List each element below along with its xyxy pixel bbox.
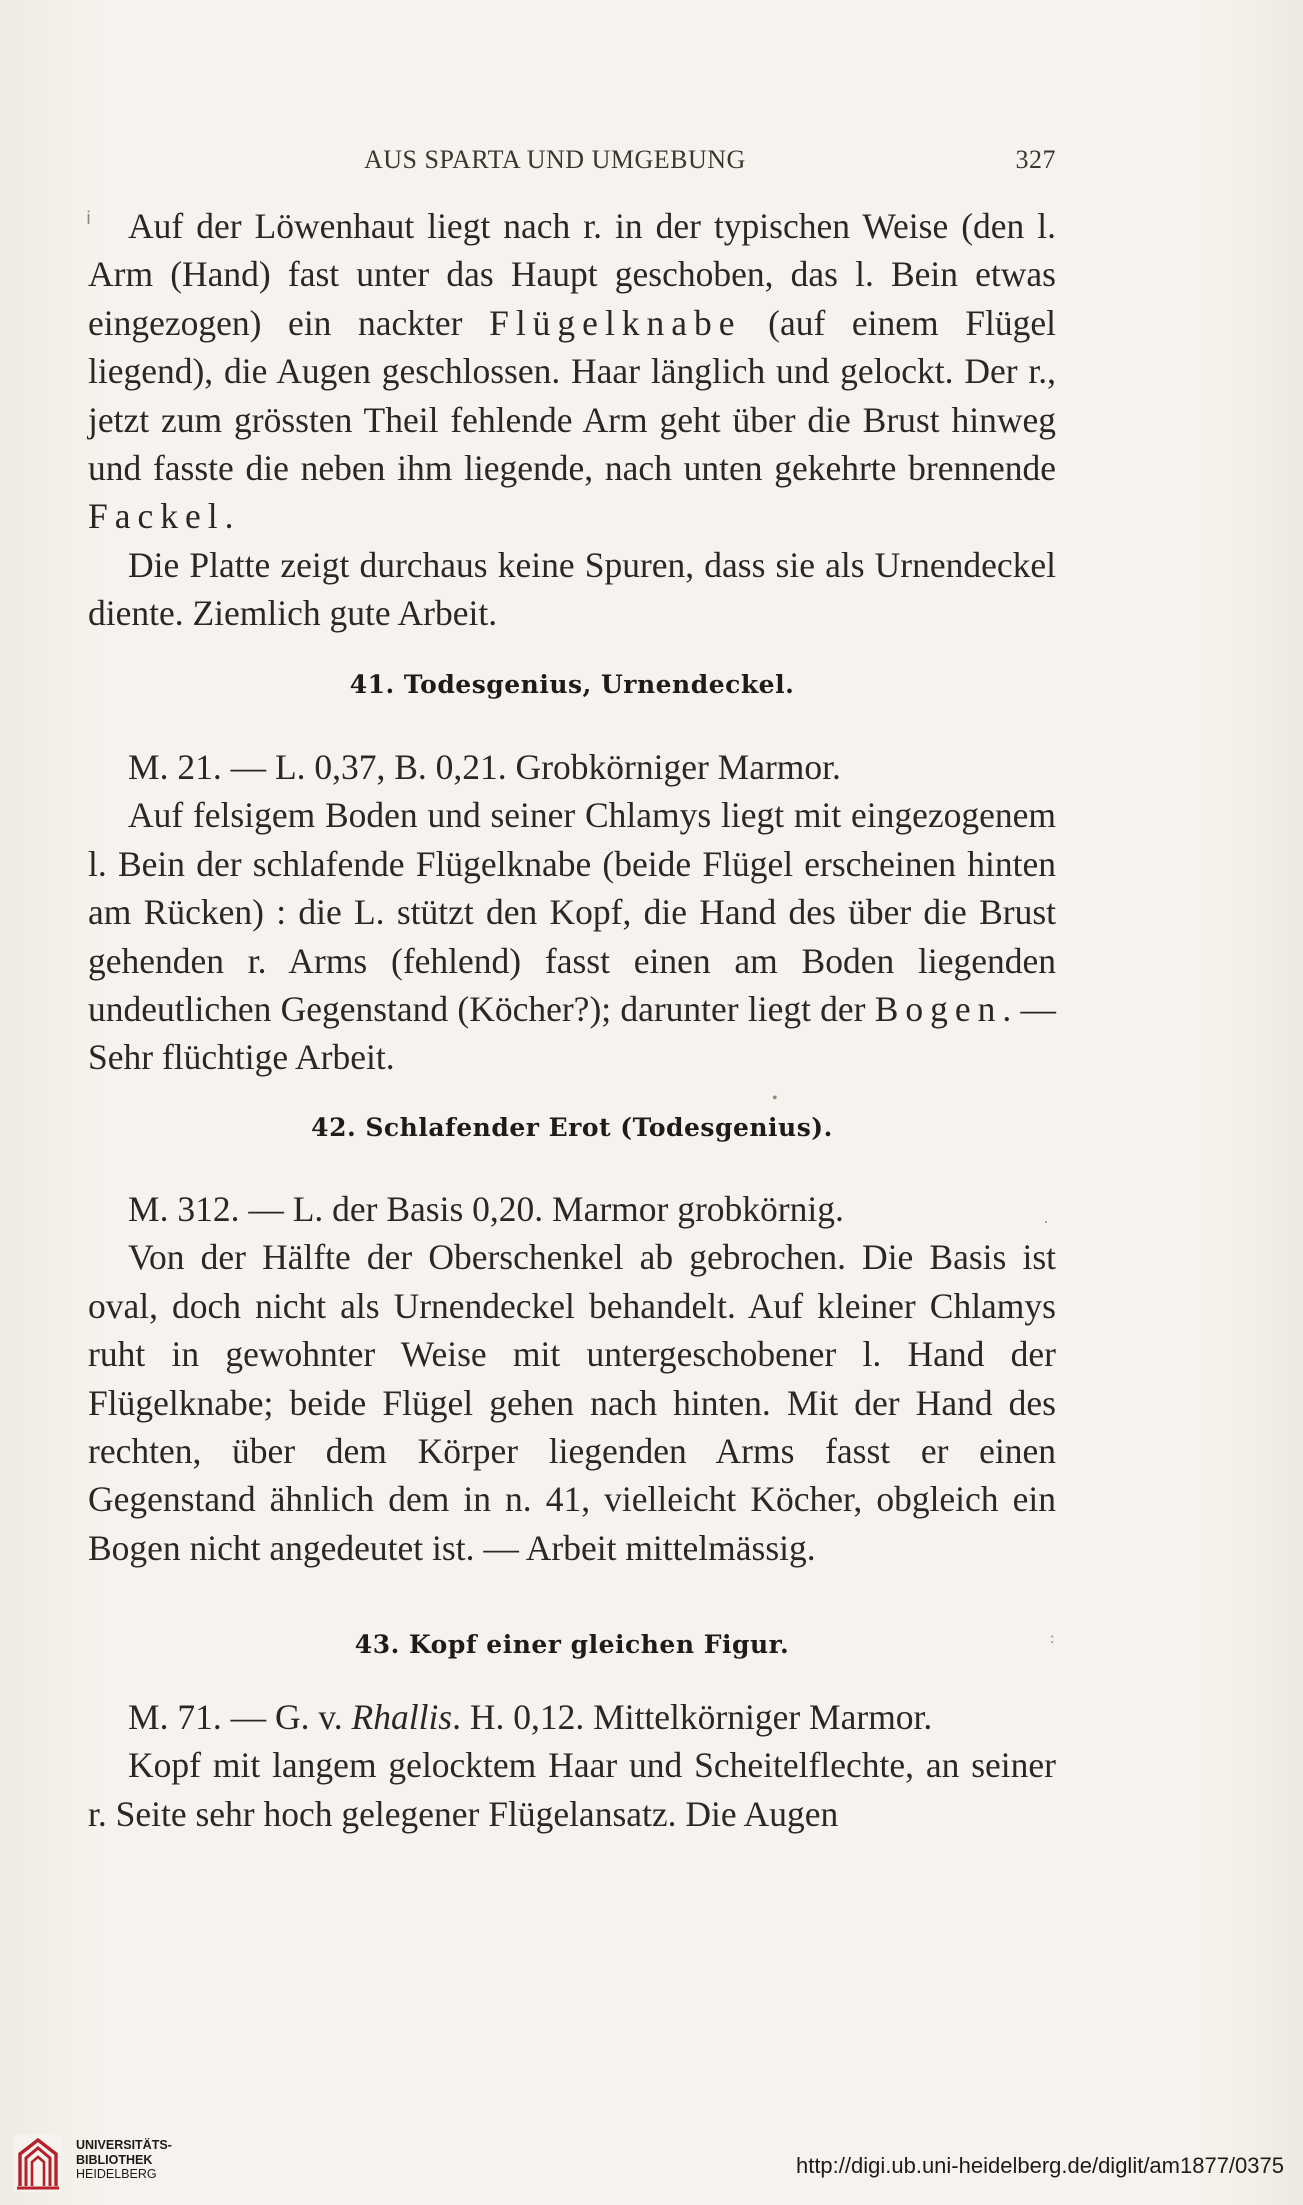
section-heading-42: 42. Schlafender Erot (Todesgenius). — [311, 1113, 833, 1142]
spaced-term: Bogen — [874, 989, 1003, 1030]
scan-speck: : — [1050, 1630, 1055, 1647]
section-heading-43: 43. Kopf einer gleichen Figur. — [354, 1630, 790, 1659]
section-41-body — [88, 743, 1056, 1082]
library-name: UNIVERSITÄTS- BIBLIOTHEK HEIDELBERG — [76, 2138, 172, 2181]
scan-speck: . — [1044, 1210, 1048, 1227]
permalink-url[interactable]: http://digi.ub.uni-heidelberg.de/diglit/am1877/0375 — [795, 2153, 1284, 2178]
running-header — [88, 145, 1056, 181]
library-logo[interactable] — [14, 2132, 172, 2202]
paragraph: Auf der Löwenhaut liegt nach r. in der typischen Weise (den l. Arm (Hand) fast unter das Haupt geschoben, das l. Bein etwas eingezogen) ein nackter Flügelknabe (auf einem Flügel liegend), die Augen geschlossen. Haar länglich und gelockt. Der r., jetzt zum grössten Theil fehlende Arm geht über die Brust hinweg und fasste die neben ihm liegende, nach unten gekehrte brennende Fackel. — [88, 206, 1056, 537]
section-heading-41: 41. Todesgenius, Urnendeckel. — [349, 670, 795, 699]
footer — [0, 2132, 1303, 2205]
section-meta: M. 312. — L. der Basis 0,20. Marmor grobkörnig. — [128, 1189, 844, 1229]
section-meta: M. 21. — L. 0,37, B. 0,21. Grobkörniger Marmor. — [128, 747, 841, 787]
paragraph: Auf felsigem Boden und seiner Chlamys liegt mit eingezogenem l. Bein der schlafende Flügelknabe (beide Flügel erscheinen hinten am Rücken) : die L. stützt den Kopf, die Hand des über die Brust gehenden r. Arms (fehlend) fasst einen am Boden liegenden undeutlichen Gegenstand (Köcher?); darunter liegt der Bogen. — Sehr flüchtige Arbeit. — [88, 795, 1057, 1078]
scan-speck: ⅰ — [86, 208, 92, 228]
spaced-term: Fackel — [88, 496, 225, 537]
running-title: AUS SPARTA UND UMGEBUNG — [364, 145, 746, 174]
section-43-body — [88, 1693, 1056, 1838]
scan-speck: • — [772, 1090, 778, 1107]
paragraph: Von der Hälfte der Oberschenkel ab gebrochen. Die Basis ist oval, doch nicht als Urnendeckel behandelt. Auf kleiner Chlamys ruht in gewohnter Weise mit untergeschobener l. Hand der Flügelknabe; beide Flügel gehen nach hinten. Mit der Hand des rechten, über dem Körper liegenden Arms fasst er einen Gegenstand ähnlich dem in n. 41, vielleicht Köcher, obgleich ein Bogen nicht angedeutet ist. — Arbeit mittelmässig. — [88, 1237, 1056, 1568]
page-number: 327 — [1015, 145, 1056, 174]
paragraph: Kopf mit langem gelocktem Haar und Scheitelflechte, an seiner r. Seite sehr hoch gelegener Flügelansatz. Die Augen — [88, 1745, 1056, 1834]
library-logo-icon — [14, 2134, 62, 2192]
paragraph: Die Platte zeigt durchaus keine Spuren, dass sie als Urnendeckel diente. Ziemlich gute Arbeit. — [88, 544, 1056, 634]
section-42-body — [88, 1185, 1056, 1572]
spaced-term: Flügelknabe — [489, 302, 742, 343]
section-meta: M. 71. — G. v. Rhallis. H. 0,12. Mittelkörniger Marmor. — [128, 1697, 933, 1737]
section-40-continued — [88, 202, 1056, 638]
italic-name: Rhallis — [351, 1697, 453, 1737]
